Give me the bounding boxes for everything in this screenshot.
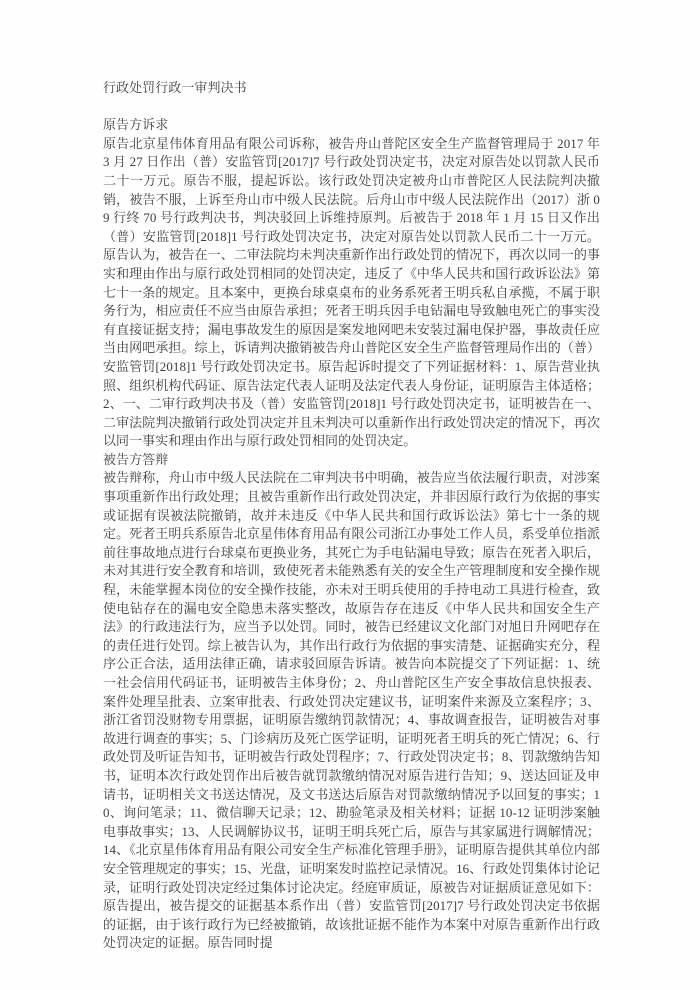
section-body-defendant-reply: 被告辩称，舟山市中级人民法院在二审判决书中明确，被告应当依法履行职责，对涉案事项重新作出行政处理；且被告重新作出行政处罚决定，并非因原行政行为依据的事实或证据有误被法院撤销，故并未违反《中华人民共和国行政诉讼法》第七十一条的规定。死者王明兵系原告北京星伟体育用品有限公司浙江办事处工作人员，系受单位指派前往事故地点进行台球桌布更换业务，其死亡为手电钻漏电导致；原告在死者入职后，未对其进行安全教育和培训，致使死者未能熟悉有关的安全生产管理制度和安全操作规程，未能掌握本岗位的安全操作技能，亦未对王明兵使用的手持电动工具进行检查，致使电钻存在的漏电安全隐患未落实整改，故原告存在违反《中华人民共和国安全生产法》的行政违法行为，应当予以处罚。同时，被告已经建议文化部门对旭日升网吧存在的责任进行处罚。综上被告认为，其作出行政行为依据的事实清楚、证据确实充分，程序公正合法，适用法律正确，请求驳回原告诉请。被告向本院提交了下列证据：1、统一社会信用代码证书，证明被告主体身份；2、舟山普陀区生产安全事故信息快报表、案件处理呈批表、立案审批表、行政处罚决定建议书，证明案件来源及立案程序；3、浙江省罚没财物专用票据，证明原告缴纳罚款情况；4、事故调查报告，证明被告对事故进行调查的事实；5、门诊病历及死亡医学证明，证明死者王明兵的死亡情况；6、行政处罚及听证告知书，证明被告行政处罚程序；7、行政处罚决定书；8、罚款缴纳告知书，证明本次行政处罚作出后被告就罚款缴纳情况对原告进行告知；9、送达回证及申请书，证明相关文书送达情况，及文书送达后原告对罚款缴纳情况予以回复的事实；10、询问笔录；11、微信聊天记录；12、勘验笔录及相关材料；证据 10-12 证明涉案触电事故事实；13、人民调解协议书，证明王明兵死亡后，原告与其家属进行调解情况；14、《北京星伟体育用品有限公司安全生产标准化管理手册》，证明原告提供其单位内部安全管理规定的事实；15、光盘，证明案发时监控记录情况。16、行政处罚集体讨论记录，证明行政处罚决定经过集体讨论决定。经庭审质证，原被告对证据质证意见如下：原告提出，被告提交的证据基本系作出（普）安监管罚[2017]7 号行政处罚决定书依据的证据，由于该行政行为已经被撤销，故该批证据不能作为本案中对原告重新作出行政处罚决定的证据。原告同时提	[103, 470, 600, 951]
section-heading-plaintiff-claim: 原告方诉求	[103, 117, 169, 133]
section-plaintiff-claim	[103, 116, 600, 451]
document-body	[103, 79, 600, 953]
section-heading-defendant-reply: 被告方答辩	[103, 451, 169, 467]
section-body-plaintiff-claim: 原告北京星伟体育用品有限公司诉称，被告舟山普陀区安全生产监督管理局于 2017 年 3 月 27 日作出（普）安监管罚[2017]7 号行政处罚决定书，决定对原告处以罚款人民币二十一万元。原告不服，提起诉讼。该行政处罚决定被舟山市普陀区人民法院判决撤销，被告不服，上诉至舟山市中级人民法院。后舟山市中级人民法院作出（2017）浙 09 行终 70 号行政判决书，判决驳回上诉维持原判。后被告于 2018 年 1 月 15 日又作出（普）安监管罚[2018]1 号行政处罚决定书，决定对原告处以罚款人民币二十一万元。原告认为，被告在一、二审法院均未判决重新作出行政处罚的情况下，再次以同一的事实和理由作出与原行政处罚相同的处罚决定，违反了《中华人民共和国行政诉讼法》第七十一条的规定。且本案中，更换台球桌桌布的业务系死者王明兵私自承揽，不属于职务行为，相应责任不应当由原告承担；死者王明兵因手电钻漏电导致触电死亡的事实没有直接证据支持；漏电事故发生的原因是案发地网吧未安装过漏电保护器，事故责任应当由网吧承担。综上，诉请判决撤销被告舟山普陀区安全生产监督管理局作出的（普）安监管罚[2018]1 号行政处罚决定书。原告起诉时提交了下列证据材料：1、原告营业执照、组织机构代码证、原告法定代表人证明及法定代表人身份证，证明原告主体适格；2、一、二审行政判决书及（普）安监管罚[2018]1 号行政处罚决定书，证明被告在一、二审法院判决撤销行政处罚决定并且未判决可以重新作出行政处罚决定的情况下，再次以同一事实和理由作出与原行政处罚相同的处罚决定。	[103, 135, 600, 449]
document-title: 行政处罚行政一审判决书	[103, 80, 247, 95]
section-defendant-reply	[103, 451, 600, 953]
